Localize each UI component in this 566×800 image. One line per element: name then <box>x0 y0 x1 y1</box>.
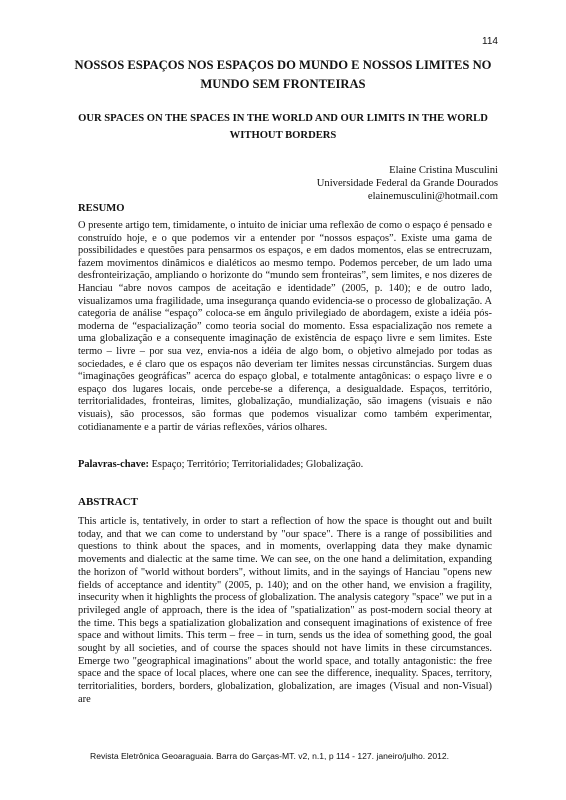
keywords-text: Espaço; Território; Territorialidades; Globalização. <box>148 459 364 470</box>
title-portuguese: NOSSOS ESPAÇOS NOS ESPAÇOS DO MUNDO E NOSSOS LIMITES NO MUNDO SEM FRONTEIRAS <box>74 58 492 91</box>
abstract-heading: ABSTRACT <box>78 496 138 508</box>
resumo-heading: RESUMO <box>78 203 125 214</box>
abstract-text: This article is, tentatively, in order to start a reflection of how the space is thought out and built today, and that we can come to understand by "our space". There is a range of possibilities and questions to think about the spaces, and in moments, overlapping data they make dynamic movements and dialectic at the same time. We can see, on the one hand a delimitation, expanding the horizon of "world without borders", without limits, and in the sayings of Hanciau "opens new fields of acceptance and identity" (2005, p. 140); and on the other hand, we envision a fragility, insecurity when it highlights the process of globalization. The analysis category "space" we put in a privileged angle of approach, there is the idea of "spatialization" as post-modern social theory at the time. This begs a spatialization globalization and consequent imaginations of existence of free space and without limits. This term – free – in turn, sends us the idea of something good, the goal sought by all societies, and of course the spaces should not have limits in these circumstances. Emerge two "geographical imaginations" about the world space, and totally antagonistic: the free space and the space of local places, where one can see the difference, inequality. Spaces, territory, territorialities, borders, borders, globalization, globalization, are images (Visual and non-Visual) are <box>78 516 492 705</box>
journal-footer: Revista Eletrônica Geoaraguaia. Barra do Garças-MT. v2, n.1, p 114 - 127. janeiro/julho. 2012. <box>90 751 450 761</box>
author-affiliation: Universidade Federal da Grande Dourados <box>316 178 498 189</box>
title-english: OUR SPACES ON THE SPACES IN THE WORLD AND OUR LIMITS IN THE WORLD WITHOUT BORDERS <box>78 113 488 141</box>
author-email: elainemusculini@hotmail.com <box>367 191 498 202</box>
resumo-text: O presente artigo tem, timidamente, o intuito de iniciar uma reflexão de como o espaço é pensado e construído hoje, e o que podemos vir a entender por “nossos espaços”. Existe uma gama de possibilidades e questões para pensarmos os espaços, e em dados momentos, elas se entrecruzam, fazem movimentos dinâmicos e dialéticos ao mesmo tempo. Podemos perceber, de um lado uma desfronteirização, ampliando o horizonte do “mundo sem fronteiras”, sem limites, e nos dizeres de Hanciau “abre novos campos de aceitação e identidade” (2005, p. 140); e de outro lado, visualizamos uma fragilidade, uma insegurança quando evidencia-se o processo de globalização. A categoria de análise “espaço” coloca-se em ângulo privilegiado de abordagem, existe a idéia pós-moderna de “espacialização” como teoria social do momento. Essa espacialização nos remete a uma globalização e a consequente imaginação de existência de espaço livre e sem limites. Este termo – livre – por sua vez, envia-nos a idéia de algo bom, o objetivo almejado por todas as sociedades, e é claro que os espaços não deveriam ter limites nessas circunstâncias. Surgem duas “imaginações geográficas” acerca do espaço global, e totalmente antagônicas: o espaço livre e o espaço dos lugares locais, onde percebe-se a diferença, a desigualdade. Espaços, território, territorialidades, fronteiras, limites, globalização, mundialização, são imagens (visuais e não visuais), são processos, são formas que podemos visualizar como também experimentar, cotidianamente e a partir de várias reflexões, vários olhares. <box>78 220 492 433</box>
page-number: 114 <box>482 36 498 47</box>
keywords-label: Palavras-chave: <box>78 459 149 470</box>
author-block <box>317 164 498 203</box>
keywords-line <box>78 458 492 471</box>
author-name: Elaine Cristina Musculini <box>389 165 498 176</box>
